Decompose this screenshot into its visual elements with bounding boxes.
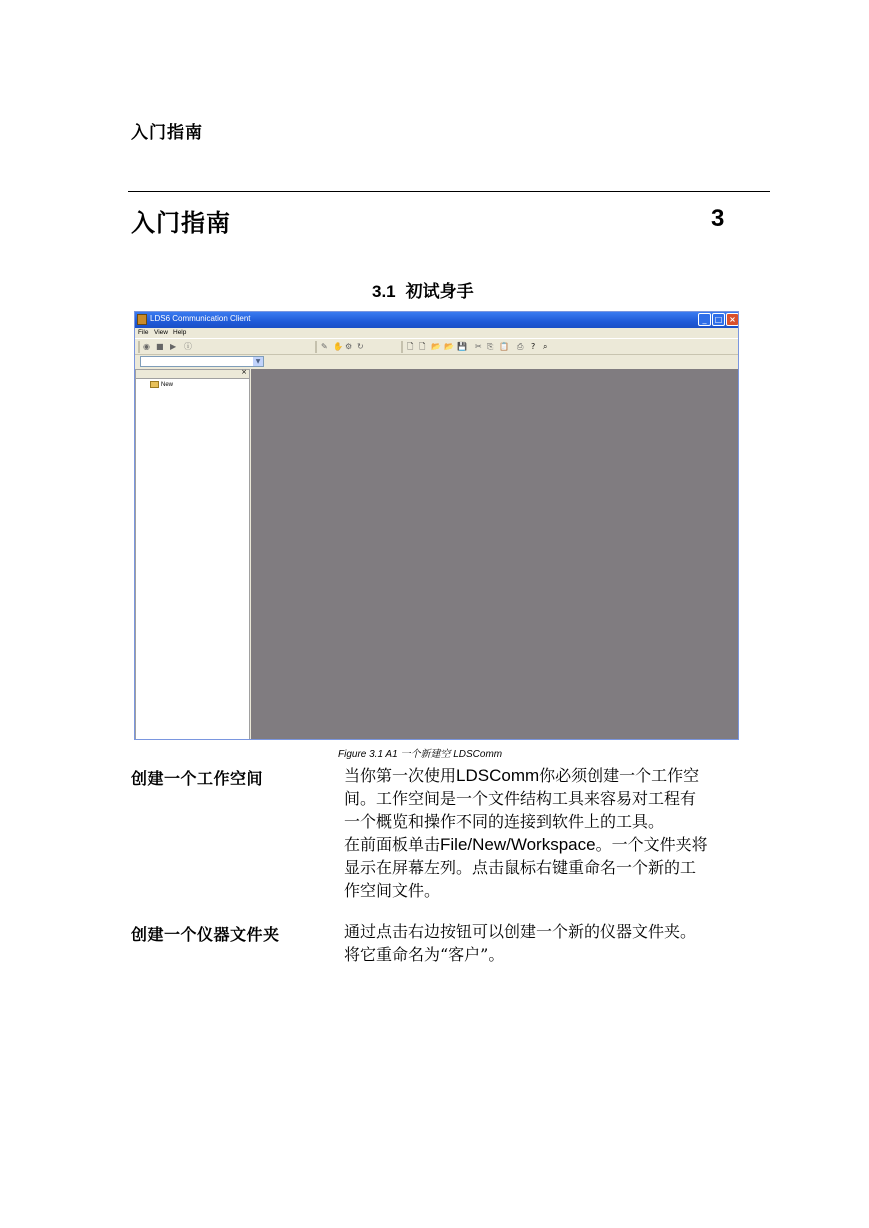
workspace-tree-panel [135,369,250,740]
app-window-screenshot [134,311,739,740]
help-icon[interactable]: ? [531,342,536,351]
folder-icon [150,381,159,388]
tree-item-new[interactable] [150,381,173,388]
app-icon [137,314,147,325]
menu-view[interactable]: View [154,329,168,336]
section-number: 3.1 [372,282,396,301]
figure-caption: Figure 3.1 A1 一个新建空 LDSComm [338,749,503,760]
menu-help[interactable]: Help [173,329,187,336]
menu-bar [135,328,738,338]
text-line: 间。工作空间是一个文件结构工具来容易对工程有 [344,789,697,808]
sidehead-create-instrument-folder: 创建一个仪器文件夹 [131,925,280,944]
sidehead-create-workspace: 创建一个工作空间 [131,769,264,788]
window-title: LDS6 Communication Client [150,314,251,323]
text-line: 在前面板单击File/New/Workspace。一个文件夹将 [344,835,708,854]
chapter-title: 入门指南 [131,209,231,237]
save-icon[interactable]: 💾 [457,342,467,351]
info-icon[interactable]: ⓘ [184,342,192,351]
text-line: 通过点击右边按钮可以创建一个新的仪器文件夹。 [344,922,697,941]
title-bar [135,312,738,328]
copy-icon[interactable]: ⎘ [487,342,494,351]
header-rule [128,191,770,192]
text-line: 显示在屏幕左列。点击鼠标右键重命名一个新的工 [344,858,697,877]
menu-file[interactable]: File [138,329,149,336]
search-icon[interactable]: ⌕ [543,342,548,351]
tool-icon[interactable]: ⚙ [345,342,353,351]
close-button[interactable]: × [726,313,739,326]
toolbar-grip [138,341,140,353]
toolbar [135,338,738,355]
chapter-number: 3 [711,205,725,232]
combo-row [135,355,738,369]
new-icon[interactable]: 🗋 [407,342,414,351]
minimize-button[interactable]: _ [698,313,711,326]
tool-icon[interactable]: ✎ [321,342,328,351]
paragraph-create-instrument-folder [344,920,744,966]
open-folder-icon[interactable]: 📂 [444,342,454,351]
paste-icon[interactable]: 📋 [499,342,509,351]
toolbar-grip [401,341,403,353]
paragraph-create-workspace [344,764,744,902]
print-icon[interactable]: ⎙ [517,342,524,351]
selector-combo[interactable] [140,356,264,367]
stop-icon[interactable]: ■ [156,342,164,351]
text-line: 作空间文件。 [344,881,441,900]
new-icon[interactable]: 🗋 [419,342,426,351]
text-line: 一个概览和操作不同的连接到软件上的工具。 [344,812,665,831]
section-title [372,277,474,302]
chevron-down-icon[interactable]: ▼ [253,357,263,366]
hand-icon[interactable]: ✋ [333,342,343,351]
open-folder-icon[interactable]: 📂 [431,342,441,351]
section-title-text: 初试身手 [405,282,474,302]
running-header: 入门指南 [131,123,203,143]
connect-icon[interactable]: ◉ [143,342,150,351]
maximize-button[interactable]: □ [712,313,725,326]
close-icon[interactable]: × [241,368,247,376]
text-line: 将它重命名为“客户”。 [344,945,505,964]
toolbar-grip [315,341,317,353]
text-line: 当你第一次使用LDSComm你必须创建一个工作空 [344,766,700,785]
mdi-workspace-area [251,369,739,740]
tree-item-label: New [161,382,174,389]
panel-header [136,370,249,379]
tool-icon[interactable]: ↻ [357,342,364,351]
cut-icon[interactable]: ✂ [475,342,482,351]
play-icon[interactable]: ▶ [170,342,177,351]
